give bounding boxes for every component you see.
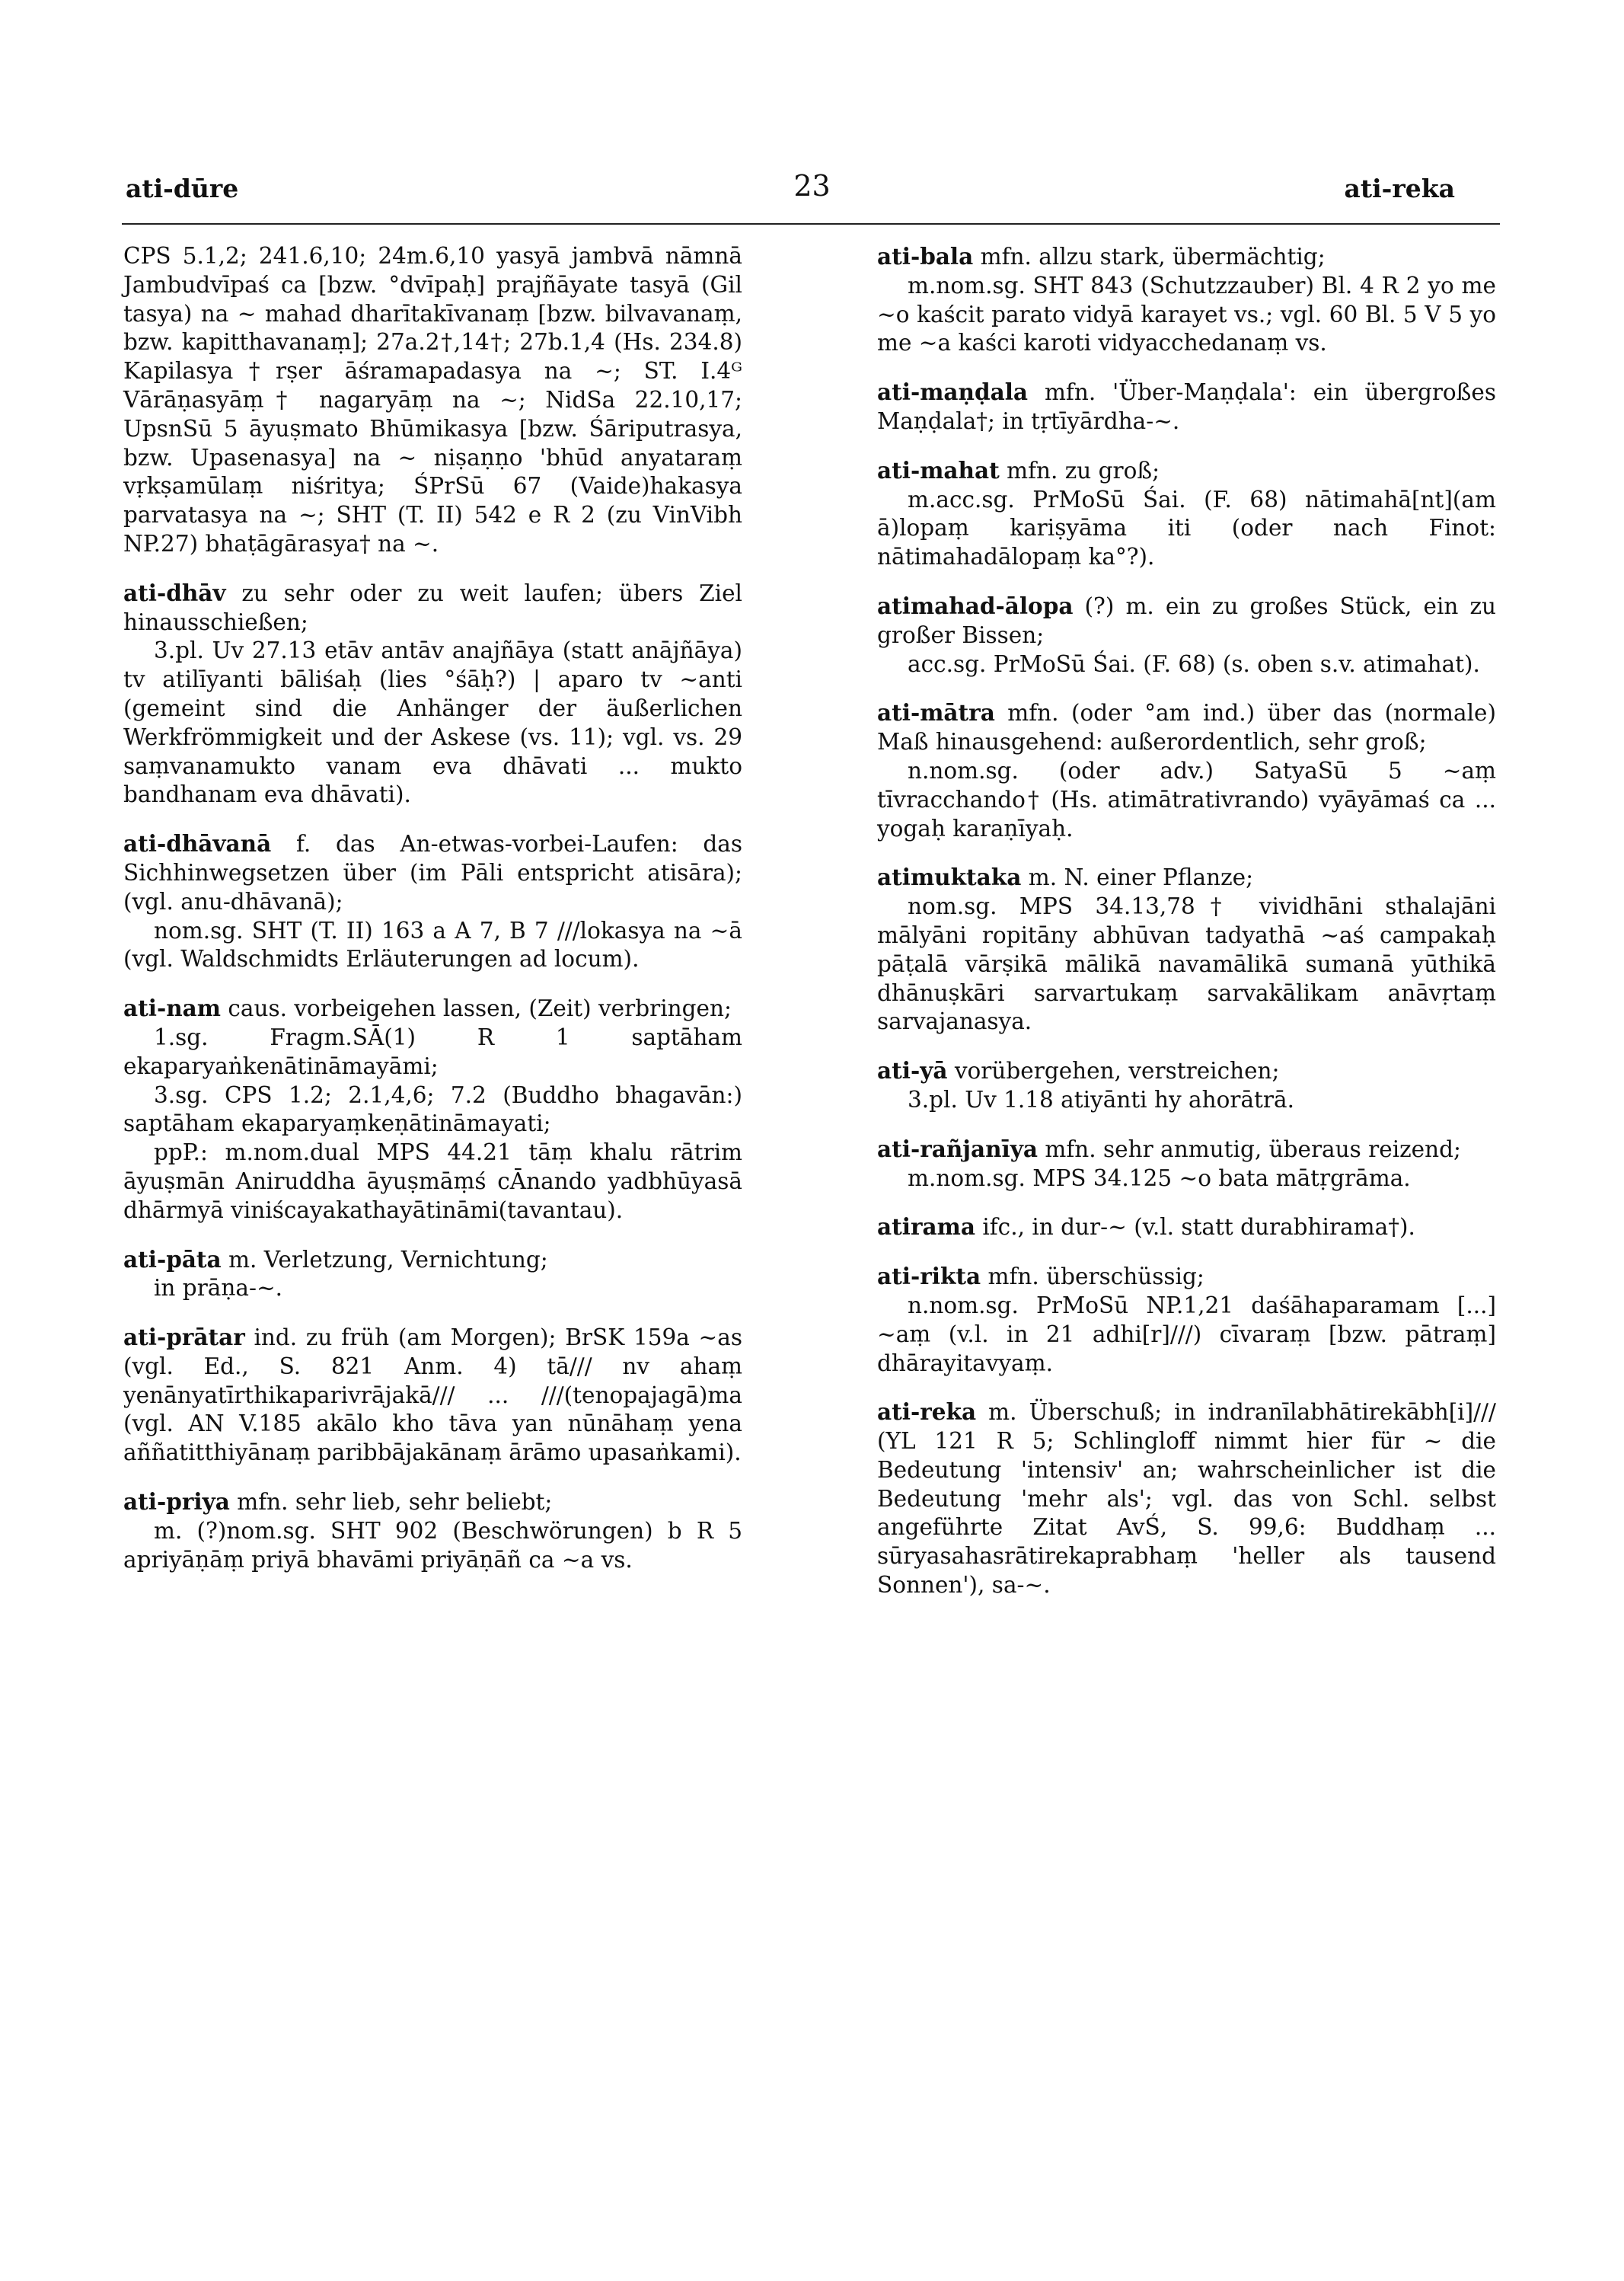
dictionary-entry [877,1135,1496,1193]
entry-text: mfn. allzu stark, übermächtig; [980,244,1326,270]
entry-headword: atimahad-ālopa [877,592,1074,619]
entry-text: f. das An-etwas-vorbei-Laufen: das Sichhinwegsetzen über (im Pāli entspricht atisāra); (vgl. anu-dhāvanā); [123,831,742,915]
entry-headword: ati-reka [877,1398,977,1426]
entry-text: (?) m. ein zu großes Stück, ein zu großer Bissen; [877,593,1496,648]
entry-text: m.acc.sg. PrMoSū Śai. (F. 68) nātimahā[nt](am ā)lopaṃ kariṣyāma iti (oder nach Finot: nātimahadālopaṃ ka°?). [877,486,1496,570]
dictionary-entry [123,1245,742,1304]
entry-text: CPS 5.1,2; 241.6,10; 24m.6,10 yasyā jambvā nāmnā Jambudvīpaś ca [bzw. °dvīpaḥ] prajñāyate tasyā (Gil tasya) na ~ mahad dharītakīvanaṃ [bzw. bilvavanaṃ, bzw. kapitthavanaṃ]; 27a.2†,14†; 27b.1,4 (Hs. 234.8) Kapilasya†rṣer āśramapadasya na ~; ST. I.4ᴳ Vārāṇasyāṃ† nagaryāṃ na ~; NidSa 22.10,17; UpsnSū 5 āyuṣmato Bhūmikasya [bzw. Śāriputrasya, bzw. Upasenasya] na ~ niṣaṇṇo 'bhūd anyataraṃ vṛkṣamūlaṃ niśritya; ŚPrSū 67 (Vaide)hakasya parvatasya na ~; SHT (T. II) 542 e R 2 (zu VinVibh NP.27) bhaṭāgārasya† na ~. [123,243,742,557]
entry-text: m.nom.sg. SHT 843 (Schutzzauber) Bl. 4 R 2 yo me ~o kaścit parato vidyā karayet vs.; vgl. 60 Bl. 5 V 5 yo me ~a kaści karoti vidyacchedanaṃ vs. [877,272,1496,356]
dictionary-entry [877,863,1496,1037]
entry-text: mfn. sehr anmutig, überaus reizend; [1045,1136,1461,1162]
dictionary-entry [877,592,1496,679]
entry-definition [123,994,742,1024]
running-head-right: ati-reka [1344,174,1455,203]
entry-citation [123,1081,742,1139]
dictionary-entry [877,1212,1496,1242]
entry-headword: ati-yā [877,1057,948,1085]
entry-citation [123,1517,742,1575]
entry-citation [877,1292,1496,1378]
entry-text: ppP.: m.nom.dual MPS 44.21 tāṃ khalu rātrim āyuṣmān Aniruddha āyuṣmāṃś cĀnando yadbhūyasā dhārmyā viniścayakathayātināmi(tavantau). [123,1139,742,1223]
entry-definition [877,1398,1496,1600]
entry-citation [123,1274,742,1303]
entry-headword: ati-bala [877,243,974,270]
entry-text: ifc., in dur-~ (v.l. statt durabhirama†). [982,1214,1415,1241]
entry-text: m. Verletzung, Vernichtung; [228,1246,548,1273]
dictionary-entry [123,579,742,810]
right-column [877,242,1496,1620]
dictionary-entry [123,994,742,1225]
entry-text: nom.sg. MPS 34.13,78† vividhāni sthalajāni mālyāni ropitāny abhūvan tadyathā ~aś campakaḥ pāṭalā vārṣikā mālikā navamālikā sumanā yūthikā dhānuṣkāri sarvartukaṃ sarvakālikam anāvṛtaṃ sarvajanasya. [877,893,1496,1035]
entry-definition [877,1262,1496,1292]
entry-headword: ati-rikta [877,1263,981,1290]
entry-definition [877,1212,1496,1242]
entry-headword: ati-priya [123,1488,230,1516]
entry-citation [877,272,1496,358]
entry-definition [877,698,1496,757]
entry-headword: ati-mahat [877,456,1000,484]
entry-definition [877,592,1496,650]
entry-headword: ati-nam [123,995,221,1022]
entry-headword: ati-dhāv [123,579,226,606]
entry-citation [877,650,1496,679]
entry-citation [877,1086,1496,1115]
entry-headword: ati-prātar [123,1324,245,1351]
entry-headword: ati-pāta [123,1245,222,1273]
entry-text: mfn. (oder °am ind.) über das (normale) Maß hinausgehend: außerordentlich, sehr groß; [877,700,1496,756]
entry-text: caus. vorbeigehen lassen, (Zeit) verbringen; [228,995,732,1022]
entry-definition [877,1056,1496,1086]
entry-headword: ati-rañjanīya [877,1135,1038,1162]
dictionary-entry [877,1398,1496,1600]
entry-text: acc.sg. PrMoSū Śai. (F. 68) (s. oben s.v. atimahat). [908,650,1480,677]
dictionary-entry [123,242,742,559]
entry-text: m. Überschuß; in indranīlabhātirekābh[i]/// (YL 121 R 5; Schlingloff nimmt hier für ~ die Bedeutung 'intensiv' an; wahrscheinlicher ist die Bedeutung 'mehr als'; vgl. das von Schl. selbst angeführte Zitat AvŚ, S. 99,6: Buddhaṃ ... sūryasahasrātirekaprabhaṃ 'heller als tausend Sonnen'), sa-~. [877,1399,1496,1599]
entry-text: mfn. überschüssig; [987,1263,1204,1290]
entry-text: m. (?)nom.sg. SHT 902 (Beschwörungen) b R 5 apriyāṇāṃ priyā bhavāmi priyāṇāñ ca ~a vs. [123,1517,742,1573]
page-number: 23 [793,169,831,203]
entry-text: in prāṇa-~. [154,1275,283,1302]
entry-headword: ati-maṇḍala [877,379,1029,406]
left-column [123,242,742,1594]
entry-definition [123,1323,742,1468]
entry-text: 3.pl. Uv 27.13 etāv antāv anajñāya (statt anājñāya) tv atilīyanti bāliśaḥ (lies °śāḥ?) | aparo tv ~anti (gemeint sind die Anhänger der äußerlichen Werkfrömmigkeit und der Askese (vs. 11); vgl. vs. 29 saṃvanamukto vanam eva dhāvati ... mukto bandhanam eva dhāvati). [123,637,742,808]
header-rule [122,223,1500,225]
dictionary-entry [877,456,1496,572]
entry-text: 3.pl. Uv 1.18 atiyānti hy ahorātrā. [908,1086,1294,1113]
entry-text: mfn. zu groß; [1007,457,1160,484]
entry-definition [123,1245,742,1275]
entry-citation [877,486,1496,572]
entry-text: m.nom.sg. MPS 34.125 ~o bata mātṛgrāma. [908,1164,1411,1191]
dictionary-entry [123,1487,742,1574]
entry-citation [123,1024,742,1081]
entry-text: nom.sg. SHT (T. II) 163 a A 7, B 7 ///lokasya na ~ā (vgl. Waldschmidts Erläuterungen ad locum). [123,917,742,973]
entry-definition [877,863,1496,893]
entry-definition [877,242,1496,272]
entry-definition [877,1135,1496,1164]
dictionary-entry [877,1262,1496,1378]
dictionary-entry [877,242,1496,358]
entry-headword: ati-dhāvanā [123,830,272,858]
entry-definition [123,1487,742,1517]
entry-definition [877,378,1496,436]
entry-definition [123,579,742,637]
entry-text: ind. zu früh (am Morgen); BrSK 159a ~as (vgl. Ed., S. 821 Anm. 4) tā/// nv ahaṃ yenānyatīrthikaparivrājakā/// ... ///(tenopajagā)ma (vgl. AN V.185 akālo kho tāva yan nūnāhaṃ yena aññatitthiyānaṃ paribbājakānaṃ ārāmo upasaṅkami). [123,1324,742,1466]
entry-text: 3.sg. CPS 1.2; 2.1,4,6; 7.2 (Buddho bhagavān:) saptāham ekaparyaṃkeṇātināmayati; [123,1081,742,1137]
dictionary-entry [877,378,1496,436]
entry-text: mfn. sehr lieb, sehr beliebt; [237,1489,553,1516]
entry-definition [123,242,742,559]
entry-citation [123,1139,742,1225]
entry-headword: atirama [877,1213,975,1241]
entry-text: 1.sg. Fragm.SĀ(1) R 1 saptāham ekaparyaṅkenātināmayāmi; [123,1024,742,1079]
dictionary-entry [123,1323,742,1468]
entry-headword: atimuktaka [877,864,1022,891]
entry-definition [123,829,742,916]
entry-citation [123,637,742,810]
entry-headword: ati-mātra [877,699,995,727]
entry-citation [877,757,1496,843]
entry-text: m. N. einer Pflanze; [1028,864,1254,891]
entry-citation [877,893,1496,1037]
entry-text: n.nom.sg. PrMoSū NP.1,21 daśāhaparamam [...] ~aṃ (v.l. in 21 adhi[r]///) cīvaraṃ [bzw. pātraṃ] dhārayitavyaṃ. [877,1292,1496,1376]
entry-citation [123,917,742,975]
entry-text: mfn. 'Über-Maṇḍala': ein übergroßes Maṇḍala†; in tṛtīyārdha-~. [877,379,1496,434]
running-head-left: ati-dūre [126,174,239,203]
entry-text: vorübergehen, verstreichen; [954,1058,1280,1085]
entry-citation [877,1164,1496,1193]
dictionary-entry [877,1056,1496,1115]
entry-definition [877,456,1496,486]
entry-text: n.nom.sg. (oder adv.) SatyaSū 5 ~aṃ tīvracchando† (Hs. atimātrativrando) vyāyāmaś ca ... yogaḥ karaṇīyaḥ. [877,757,1496,842]
dictionary-entry [877,698,1496,843]
dictionary-entry [123,829,742,974]
entry-text: zu sehr oder zu weit laufen; übers Ziel hinausschießen; [123,580,742,635]
